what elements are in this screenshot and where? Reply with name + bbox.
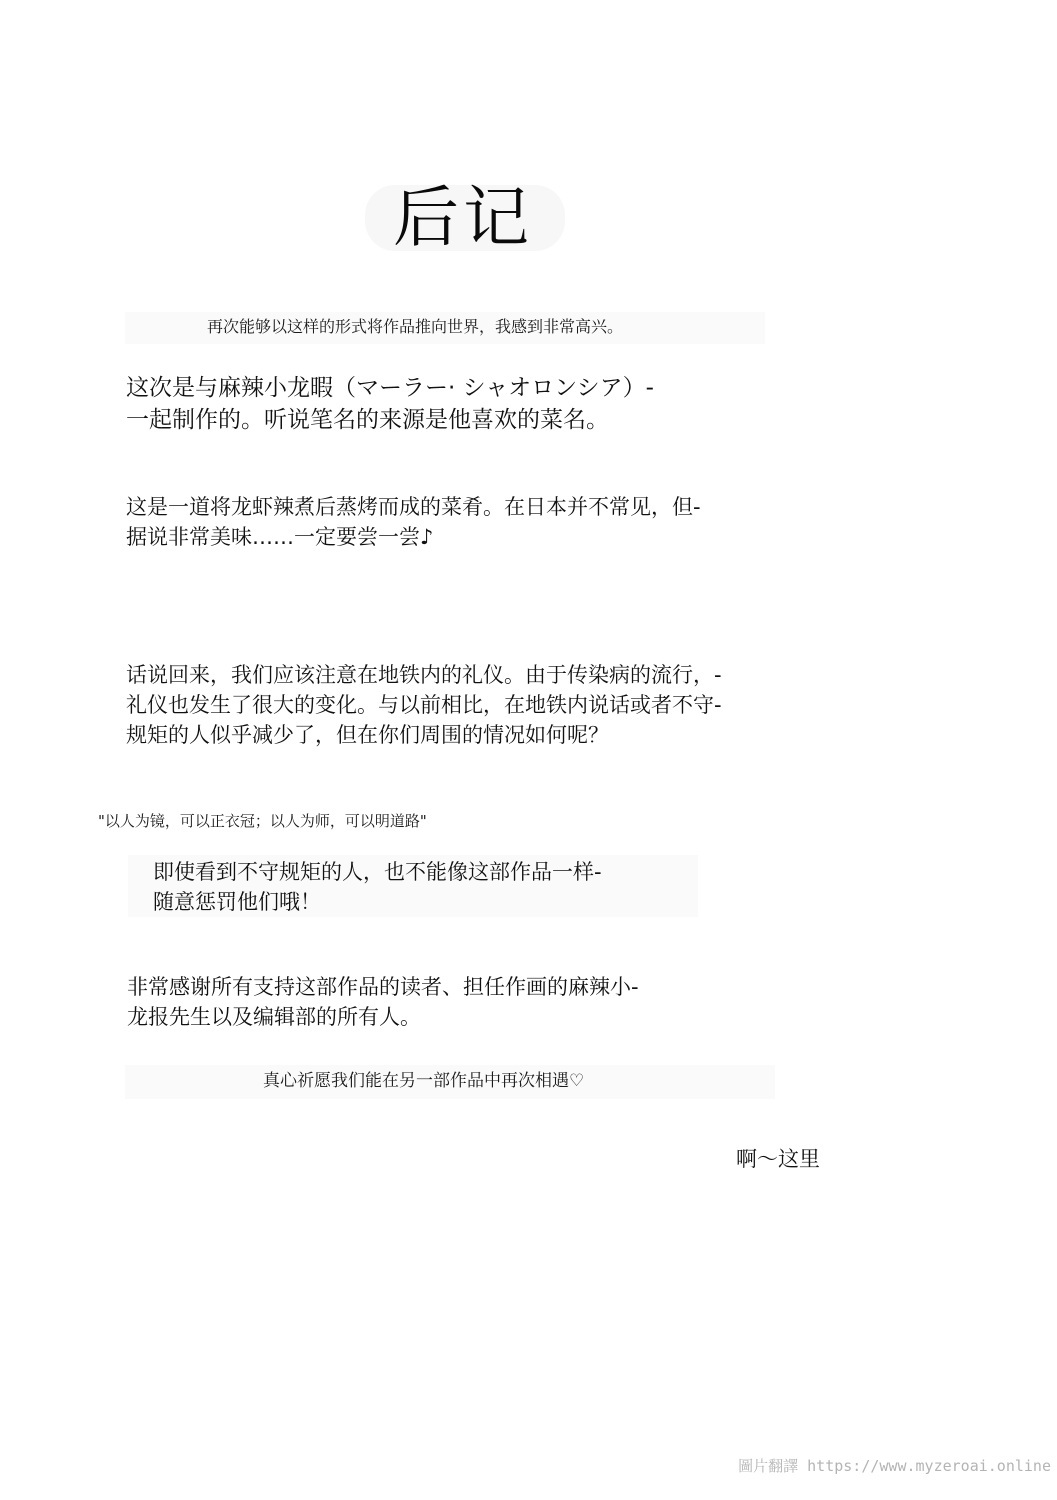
signature: 啊～这里 xyxy=(736,1147,820,1171)
page-title: 后记 xyxy=(393,179,533,256)
text-line: 一起制作的。听说笔名的来源是他喜欢的菜名。 xyxy=(126,407,609,433)
text-line: 这是一道将龙虾辣煮后蒸烤而成的菜肴。在日本并不常见，但- xyxy=(126,495,701,519)
text-line: 随意惩罚他们哦！ xyxy=(153,890,321,914)
quote: "以人为镜，可以正衣冠；以人为师，可以明道路" xyxy=(98,812,427,830)
text-line: 礼仪也发生了很大的变化。与以前相比，在地铁内说话或者不守- xyxy=(126,693,722,717)
paragraph-etiquette xyxy=(126,660,722,750)
paragraph-thanks xyxy=(127,972,639,1032)
watermark: 圖片翻譯 https://www.myzeroai.online xyxy=(738,1457,1051,1475)
text-line: 规矩的人似乎减少了，但在你们周围的情况如何呢？ xyxy=(126,723,609,747)
text-line: 据说非常美味……一定要尝一尝♪ xyxy=(126,525,434,549)
paragraph-collaboration xyxy=(126,372,654,436)
text-line: 即使看到不守规矩的人，也不能像这部作品一样- xyxy=(153,860,602,884)
paragraph-warning xyxy=(153,857,602,917)
paragraph-farewell: 真心祈愿我们能在另一部作品中再次相遇♡ xyxy=(263,1071,585,1091)
text-line: 话说回来，我们应该注意在地铁内的礼仪。由于传染病的流行，- xyxy=(126,663,722,687)
text-line: 非常感谢所有支持这部作品的读者、担任作画的麻辣小- xyxy=(127,975,639,999)
paragraph-intro: 再次能够以这样的形式将作品推向世界，我感到非常高兴。 xyxy=(207,317,624,336)
text-line: 龙报先生以及编辑部的所有人。 xyxy=(127,1005,421,1029)
text-line: 这次是与麻辣小龙暇（マーラー· シャオロンシア）- xyxy=(126,375,654,401)
paragraph-dish xyxy=(126,492,701,552)
